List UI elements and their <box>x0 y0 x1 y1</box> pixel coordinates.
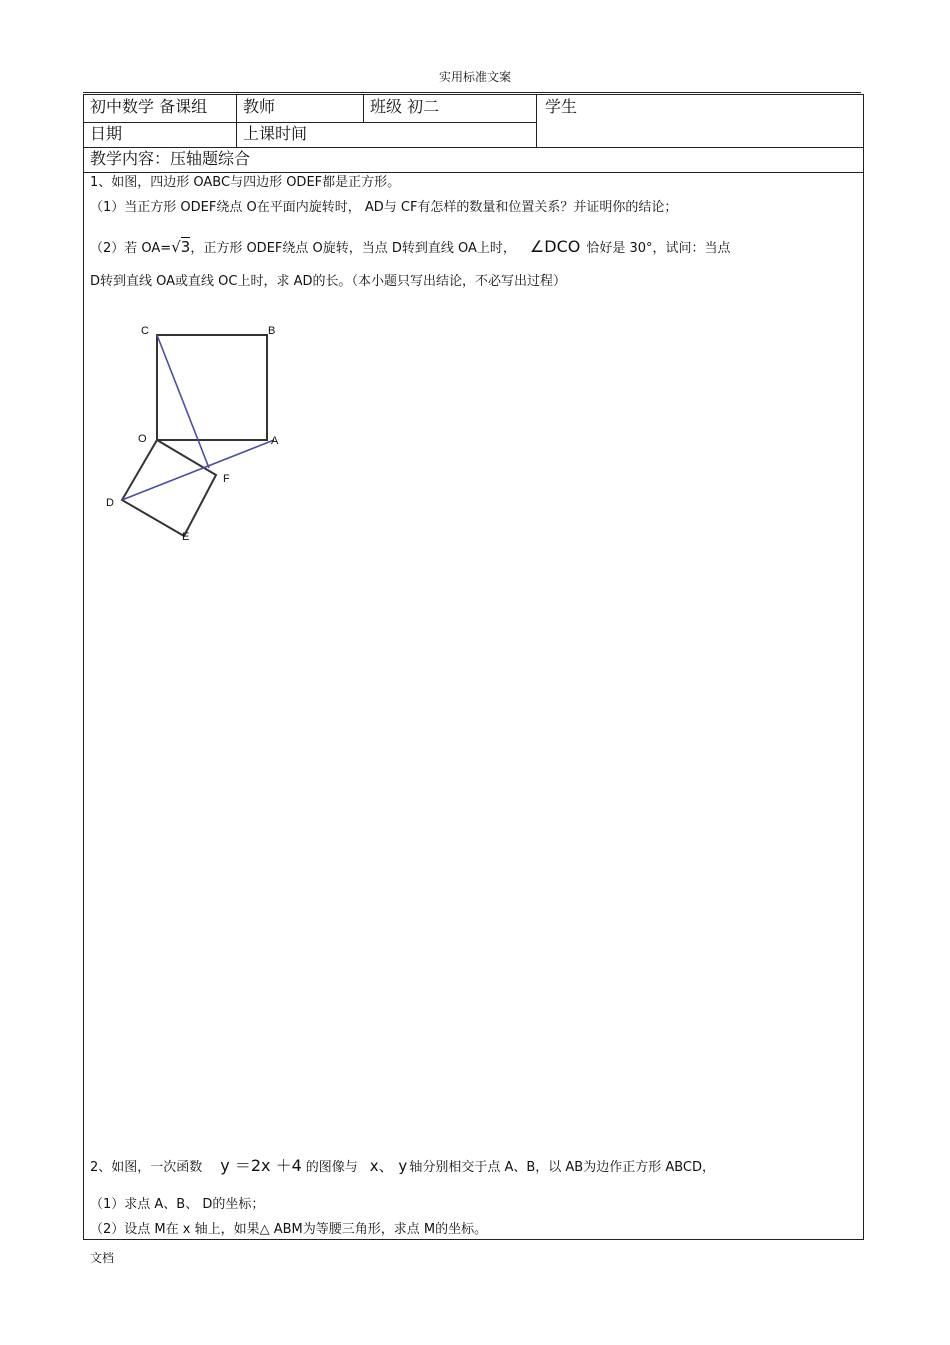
teaching-content-title: 教学内容：压轴题综合 <box>90 149 251 168</box>
problem2-intro <box>90 1157 715 1177</box>
segment-AD <box>122 440 274 500</box>
problem1-part2-a: （2）若 OA= <box>90 241 172 256</box>
label-D: D <box>106 497 114 509</box>
class-cell: 班级 初二 <box>370 97 440 116</box>
problem1-part2-angle: ∠DCO <box>529 237 581 256</box>
problem2-intro-a: 2、如图，一次函数 <box>90 1160 203 1175</box>
page-header: 实用标准文案 <box>438 70 511 84</box>
problem1-part2-sqrt: 3 <box>180 238 191 256</box>
problem1-intro: 1、如图，四边形 OABC与四边形 ODEF都是正方形。 <box>90 175 401 190</box>
teacher-cell: 教师 <box>243 97 276 116</box>
divider <box>536 95 537 147</box>
problem1-part1: （1）当正方形 ODEF绕点 O在平面内旋转时， AD与 CF有怎样的数量和位置关系？并证明你的结论； <box>90 200 678 215</box>
top-rule <box>83 92 861 93</box>
label-C: C <box>141 325 149 337</box>
label-E: E <box>182 531 190 543</box>
problem2-intro-b: 的图像与 <box>305 1160 358 1175</box>
problem2-axes: x、 y <box>369 1157 408 1175</box>
problem1-part2-c: 恰好是 30°，试问：当点 <box>586 241 731 256</box>
problem2-equation: y ＝2x ＋4 <box>220 1156 302 1175</box>
student-cell: 学生 <box>545 97 578 116</box>
problem1-part2-line1 <box>90 238 731 258</box>
lesson-time-cell: 上课时间 <box>243 124 308 143</box>
problem2-intro-c: 轴分别相交于点 A、B，以 AB为边作正方形 ABCD， <box>409 1160 716 1175</box>
label-A: A <box>271 435 279 447</box>
problem2-part2: （2）设点 M在 x 轴上，如果△ ABM为等腰三角形，求点 M的坐标。 <box>90 1222 488 1237</box>
date-cell: 日期 <box>90 124 123 143</box>
label-O: O <box>138 433 147 445</box>
problem2-part1: （1）求点 A、B、 D的坐标； <box>90 1197 265 1212</box>
square-OABC <box>157 335 267 440</box>
label-F: F <box>223 473 230 485</box>
course-group-cell: 初中数学 备课组 <box>90 97 208 116</box>
square-ODEF <box>122 440 216 536</box>
page-footer: 文档 <box>90 1251 115 1265</box>
segment-CF <box>157 335 209 468</box>
sqrt-sign-icon: √ <box>171 238 181 256</box>
problem1-part2-b: ，正方形 ODEF绕点 O旋转，当点 D转到直线 OA上时， <box>190 241 516 256</box>
problem1-part2-line2: D转到直线 OA或直线 OC上时，求 AD的长。（本小题只写出结论，不必写出过程） <box>90 274 567 289</box>
divider <box>84 172 863 173</box>
geometry-figure <box>100 318 300 548</box>
label-B: B <box>268 325 276 337</box>
lesson-plan-table <box>83 94 864 1240</box>
